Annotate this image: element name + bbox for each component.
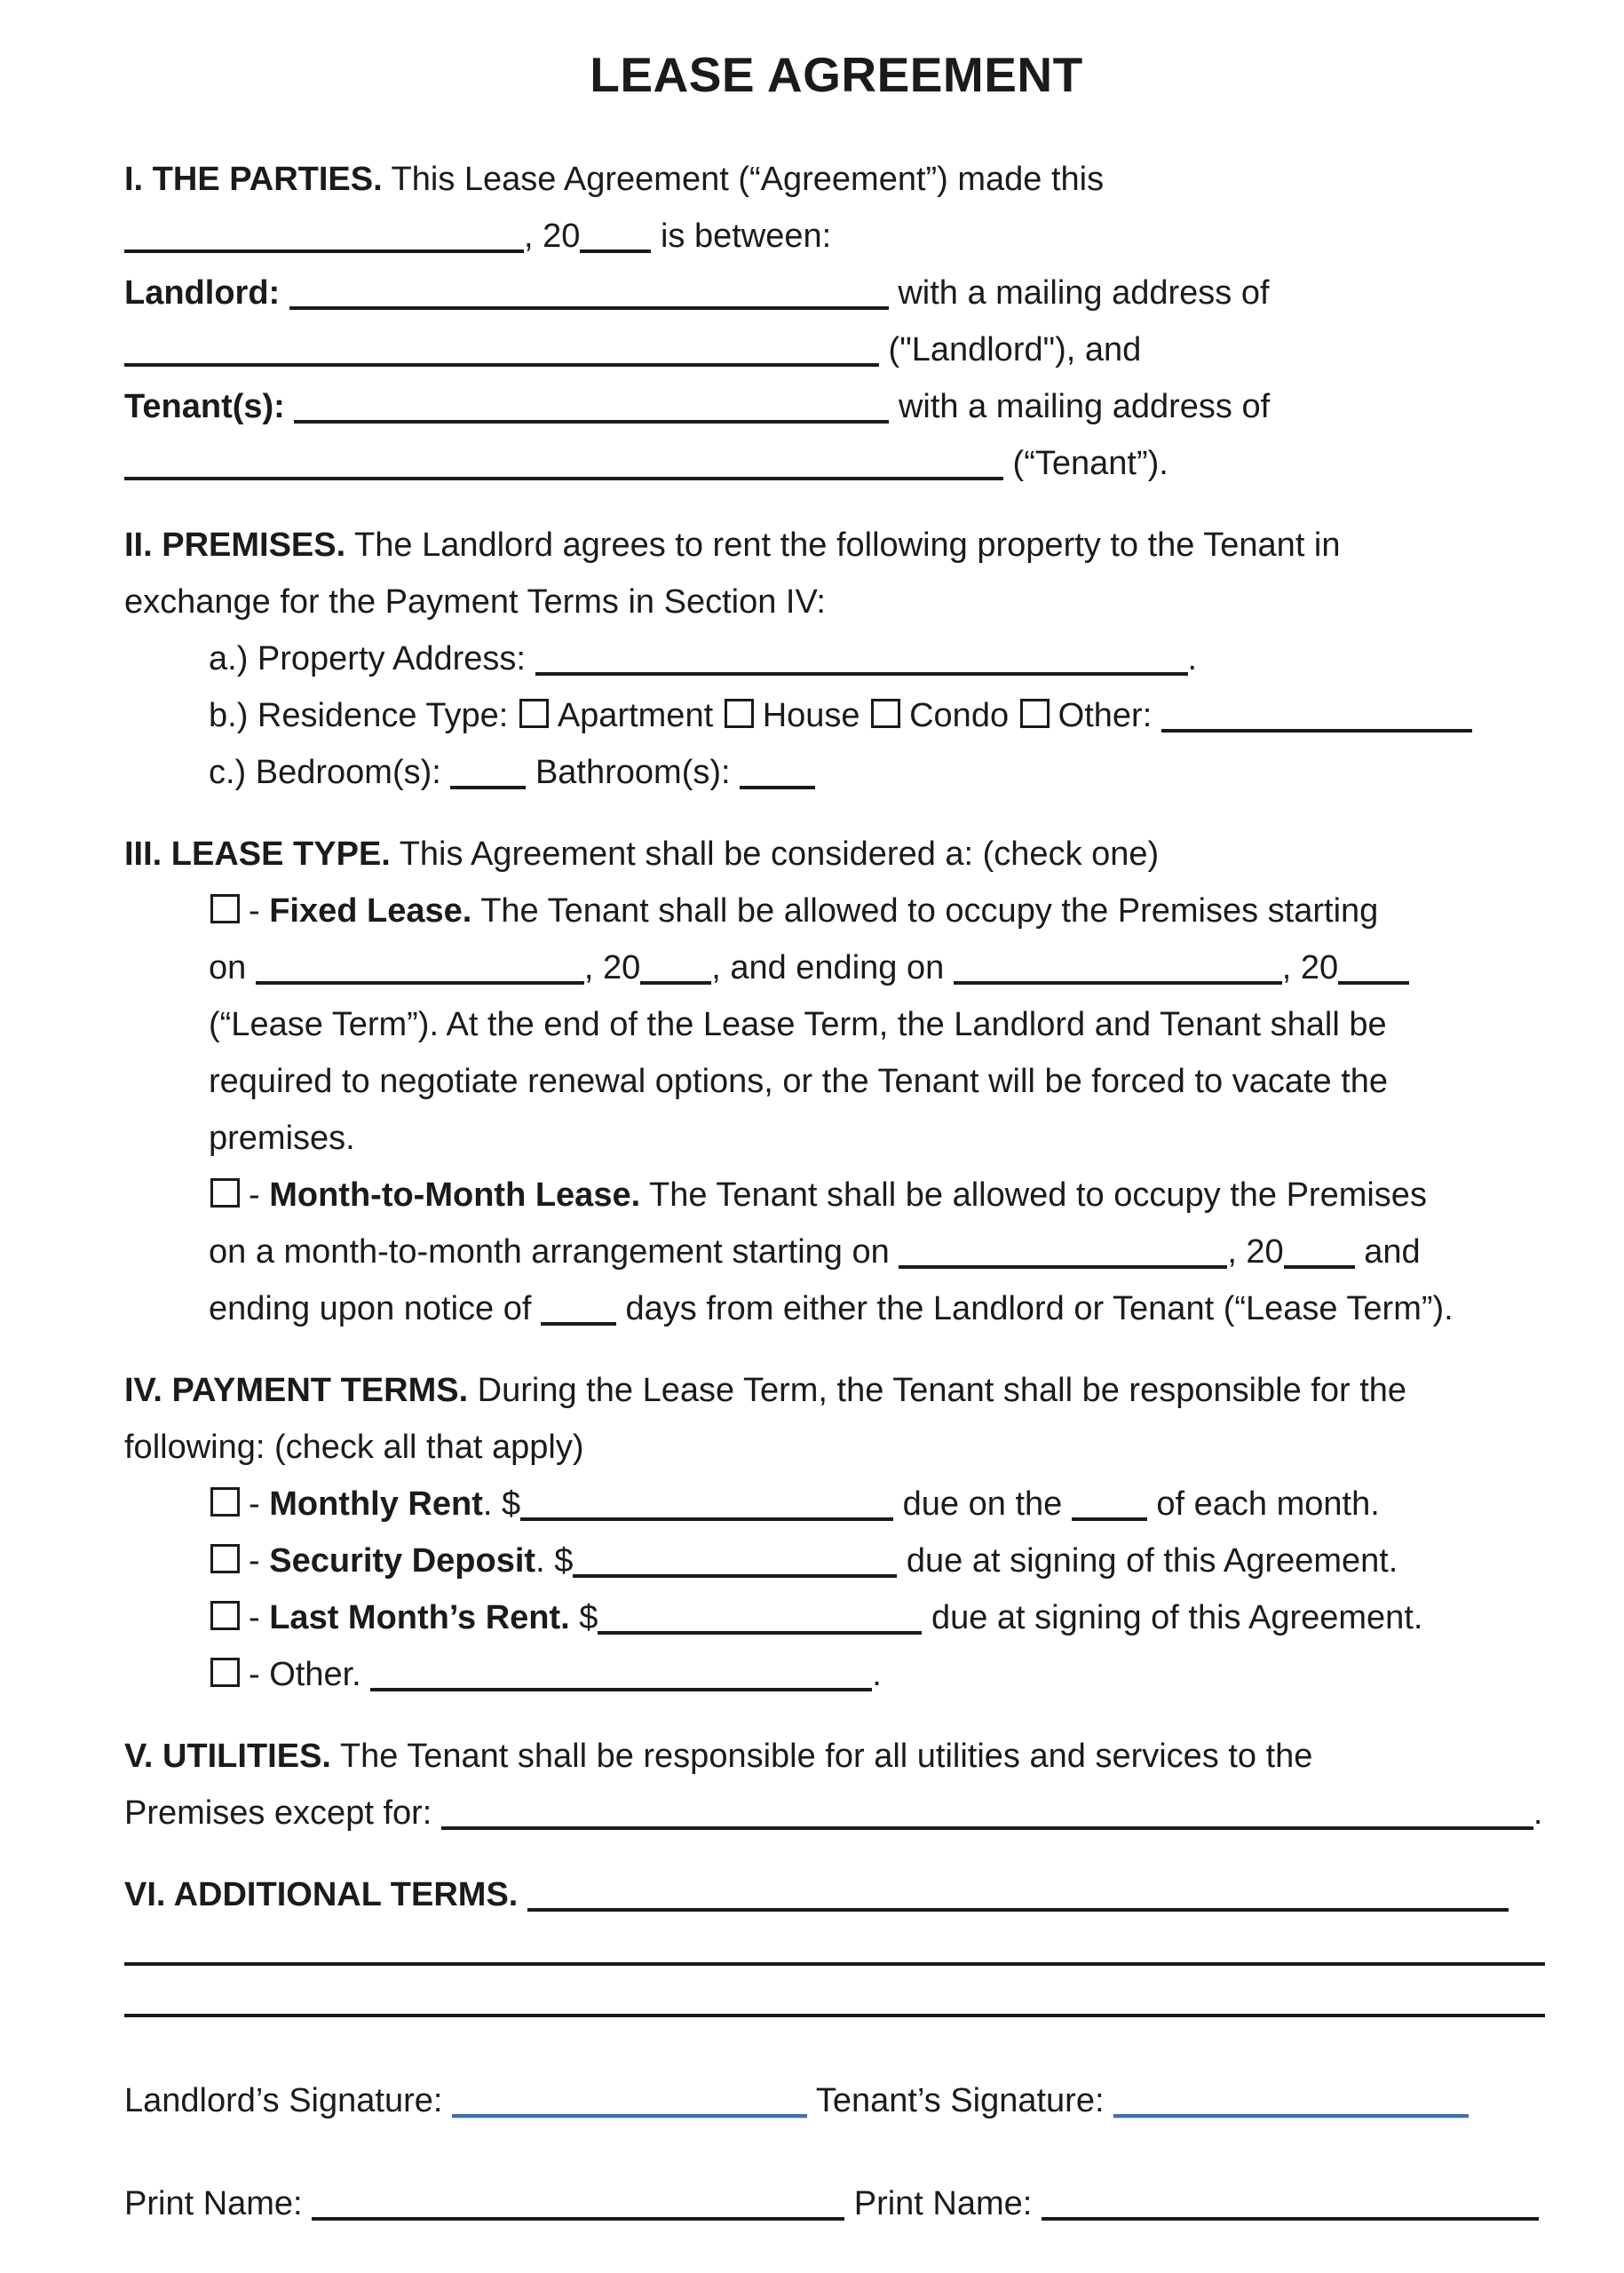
checkbox[interactable]: [210, 1544, 240, 1573]
text-run: III. LEASE TYPE.: [124, 836, 391, 873]
blank-field[interactable]: [1072, 1491, 1147, 1521]
text-line: [124, 939, 1549, 996]
text-run: Premises except for:: [124, 1794, 441, 1832]
text-line: [124, 517, 1549, 574]
text-run: required to negotiate renewal options, or the Tenant will be forced to vacate the: [209, 1063, 1389, 1100]
text-run: b.) Residence Type:: [209, 697, 518, 734]
text-run: due at signing of this Agreement.: [922, 1599, 1423, 1636]
blank-field[interactable]: [294, 393, 889, 424]
checkbox[interactable]: [210, 1487, 240, 1517]
blank-field[interactable]: [1042, 2190, 1539, 2221]
text-line: [124, 2072, 1549, 2129]
text-run: - Other.: [249, 1656, 371, 1693]
text-run: of each month.: [1146, 1485, 1380, 1523]
text-line: [124, 1589, 1549, 1646]
text-line: [124, 1224, 1549, 1280]
text-run: .: [1187, 640, 1198, 677]
text-line: [124, 744, 1549, 801]
text-run: Print Name:: [124, 2185, 313, 2222]
text-run: with a mailing address of: [889, 388, 1271, 425]
text-line: [124, 1728, 1549, 1785]
text-run: $: [569, 1599, 598, 1636]
text-run: due at signing of this Agreement.: [897, 1542, 1398, 1580]
text-run: ending upon notice of: [209, 1290, 541, 1327]
text-run: Print Name:: [844, 2185, 1042, 2222]
page-title: LEASE AGREEMENT: [590, 47, 1083, 102]
checkbox[interactable]: [1020, 699, 1050, 728]
section-signatures: [124, 2072, 1549, 2129]
text-run: -: [249, 1176, 270, 1214]
text-run: -: [249, 1485, 270, 1523]
text-line: [124, 574, 1549, 630]
blank-field[interactable]: [124, 337, 879, 367]
text-run: on a month-to-month arrangement starting on: [209, 1233, 899, 1271]
text-run: -: [249, 1542, 270, 1580]
text-run: The Tenant shall be allowed to occupy the Premises starting: [471, 892, 1379, 930]
text-line: [124, 883, 1549, 939]
blank-field[interactable]: [541, 1295, 616, 1326]
text-line: [124, 321, 1549, 378]
checkbox[interactable]: [210, 1658, 240, 1687]
text-line: [124, 1866, 1549, 1923]
text-run: with a mailing address of: [888, 274, 1270, 312]
text-run: V. UTILITIES.: [124, 1738, 331, 1775]
text-line: [124, 1476, 1549, 1532]
text-run: , 20: [524, 218, 581, 255]
text-run: days from either the Landlord or Tenant (“Lease Term”).: [615, 1290, 1454, 1327]
text-run: Landlord:: [124, 274, 289, 312]
section-additional-terms: [124, 1866, 1549, 2026]
text-run: This Agreement shall be considered a: (check one): [390, 836, 1160, 873]
text-line: [124, 1280, 1549, 1337]
checkbox[interactable]: [210, 1601, 240, 1630]
text-line: [124, 630, 1549, 687]
blank-field[interactable]: [580, 223, 651, 253]
text-run: following: (check all that apply): [124, 1429, 584, 1466]
text-run: I. THE PARTIES.: [124, 161, 383, 198]
text-run: exchange for the Payment Terms in Section IV:: [124, 583, 826, 621]
text-run: -: [249, 892, 270, 930]
text-run: . $: [482, 1485, 521, 1523]
section-the-parties: [124, 151, 1549, 492]
text-run: Condo: [909, 697, 1018, 734]
blank-field[interactable]: [289, 280, 889, 310]
text-run: Landlord’s Signature:: [124, 2082, 452, 2119]
text-line: [124, 1923, 1549, 1975]
text-run: House: [762, 697, 870, 734]
text-run: VI. ADDITIONAL TERMS.: [124, 1876, 527, 1913]
blank-field[interactable]: [1161, 702, 1472, 733]
text-line: [124, 1419, 1549, 1476]
blank-field[interactable]: [450, 759, 526, 789]
blank-field[interactable]: [370, 1661, 872, 1691]
text-run: (“Tenant”).: [1003, 445, 1168, 482]
text-run: II. PREMISES.: [124, 527, 346, 564]
text-line: [124, 1167, 1549, 1224]
checkbox[interactable]: [210, 894, 240, 923]
text-run: The Tenant shall be allowed to occupy the Premises: [640, 1176, 1427, 1214]
blank-field[interactable]: [954, 954, 1282, 985]
text-line: [124, 687, 1549, 744]
checkbox[interactable]: [725, 699, 754, 728]
checkbox[interactable]: [871, 699, 900, 728]
text-run: Tenant’s Signature:: [807, 2082, 1114, 2119]
text-line: [124, 2175, 1549, 2232]
text-run: , 20: [1281, 949, 1339, 986]
checkbox[interactable]: [210, 1178, 240, 1208]
text-run: Last Month’s Rent.: [269, 1599, 570, 1636]
text-line: [124, 435, 1549, 492]
text-line: [124, 378, 1549, 435]
blank-field[interactable]: [535, 645, 1188, 676]
signature-blank-field[interactable]: [452, 2087, 807, 2118]
blank-field[interactable]: [124, 1987, 1545, 2017]
blank-field[interactable]: [573, 1548, 897, 1578]
blank-field[interactable]: [899, 1239, 1227, 1269]
blank-field[interactable]: [256, 954, 584, 985]
blank-field[interactable]: [740, 759, 815, 789]
text-run: , 20: [583, 949, 641, 986]
text-run: . $: [535, 1542, 574, 1580]
text-run: Security Deposit: [269, 1542, 536, 1580]
blank-field[interactable]: [1284, 1239, 1355, 1269]
blank-field[interactable]: [124, 450, 1003, 480]
text-run: .: [872, 1656, 882, 1693]
text-run: ("Landlord"), and: [879, 331, 1142, 368]
text-run: Tenant(s):: [124, 388, 295, 425]
blank-field[interactable]: [527, 1881, 1509, 1912]
checkbox[interactable]: [519, 699, 549, 728]
text-run: due on the: [893, 1485, 1072, 1523]
text-line: [124, 265, 1549, 321]
text-line: [124, 826, 1549, 883]
text-line: [124, 1532, 1549, 1589]
text-run: , 20: [1227, 1233, 1284, 1271]
text-line: [124, 1110, 1549, 1167]
blank-field[interactable]: [124, 1936, 1545, 1966]
text-line: [124, 996, 1549, 1053]
text-run: During the Lease Term, the Tenant shall be responsible for the: [468, 1372, 1407, 1409]
text-line: [124, 208, 1549, 265]
blank-field[interactable]: [441, 1800, 1533, 1830]
text-run: , and ending on: [711, 949, 954, 986]
section-payment-terms: [124, 1362, 1549, 1703]
text-line: [124, 151, 1549, 208]
blank-field[interactable]: [1338, 954, 1409, 985]
text-run: c.) Bedroom(s):: [209, 754, 451, 791]
text-run: Month-to-Month Lease.: [269, 1176, 641, 1214]
blank-field[interactable]: [124, 223, 524, 253]
section-utilities: [124, 1728, 1549, 1841]
signature-blank-field[interactable]: [1113, 2087, 1469, 2118]
blank-field[interactable]: [520, 1491, 893, 1521]
text-run: -: [249, 1599, 270, 1636]
text-run: The Landlord agrees to rent the following property to the Tenant in: [345, 527, 1341, 564]
text-run: Other:: [1058, 697, 1161, 734]
text-run: This Lease Agreement (“Agreement”) made this: [382, 161, 1105, 198]
section-premises: [124, 517, 1549, 801]
text-run: and: [1354, 1233, 1421, 1271]
text-run: IV. PAYMENT TERMS.: [124, 1372, 469, 1409]
text-line: [124, 1785, 1549, 1841]
blank-field[interactable]: [312, 2190, 844, 2221]
blank-field[interactable]: [598, 1604, 922, 1635]
text-run: Bathroom(s):: [526, 754, 741, 791]
text-run: .: [1533, 1794, 1543, 1832]
text-run: Monthly Rent: [269, 1485, 483, 1523]
text-line: [124, 1646, 1549, 1703]
document-sections: [124, 151, 1549, 2232]
text-line: [124, 1975, 1549, 2026]
text-line: [124, 1362, 1549, 1419]
text-run: (“Lease Term”). At the end of the Lease Term, the Landlord and Tenant shall be: [209, 1006, 1387, 1043]
text-run: premises.: [209, 1120, 355, 1157]
text-run: The Tenant shall be responsible for all utilities and services to the: [330, 1738, 1313, 1775]
text-run: is between:: [651, 218, 832, 255]
section-print-names: [124, 2175, 1549, 2232]
text-run: Apartment: [557, 697, 723, 734]
section-lease-type: [124, 826, 1549, 1337]
text-line: [124, 1053, 1549, 1110]
text-run: on: [209, 949, 256, 986]
text-run: Fixed Lease.: [269, 892, 472, 930]
blank-field[interactable]: [640, 954, 711, 985]
text-run: a.) Property Address:: [209, 640, 535, 677]
